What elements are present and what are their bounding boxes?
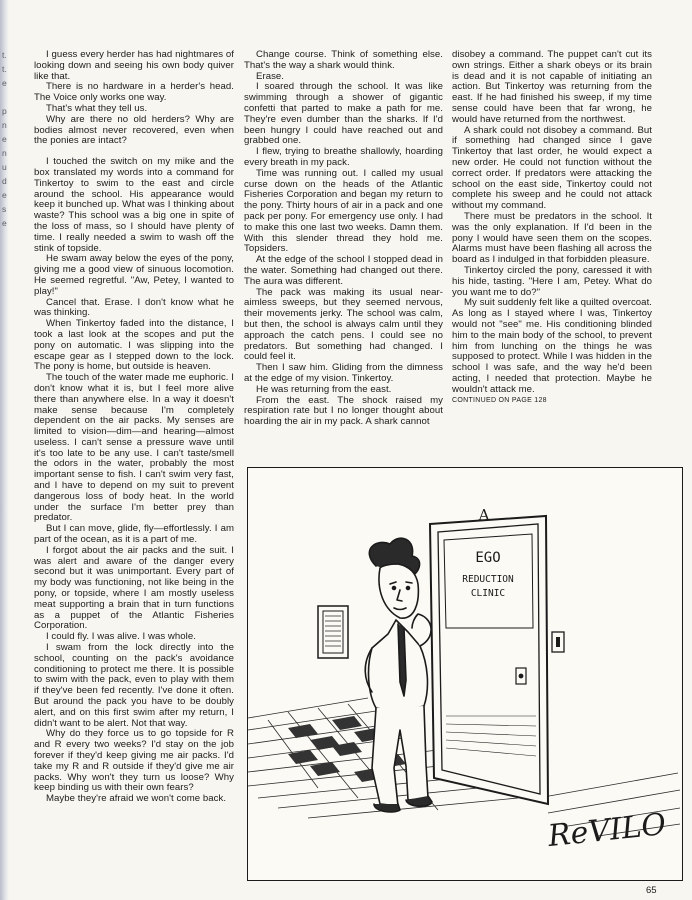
previous-page-bleed-text [2, 48, 14, 230]
paragraph: Time was running out. I called my usual curse down on the heads of the Atlantic Fisheries Corporation and began my return to the pony. Thirty hours of air in a pack and one pack per pony. For emergency use only. I had to make this one last two weeks. Damn them. With this slender thread they hold me. Topsiders. [244, 167, 443, 255]
paragraph: But I can move, glide, fly—effortlessly. I am part of the ocean, as it is a part of me. [34, 523, 234, 546]
text-column-1 [34, 50, 234, 805]
bleed-letter: d [2, 176, 7, 186]
paragraph: My suit suddenly felt like a quilted overcoat. As long as I stayed where I was, Tinkertoy would not "see" me. His conditioning blinded him to the main body of the school, to prevent him from lunching on the things he was supposed to protect. While I was hidden in the school I was safe, and the way he'd been acting, I needed that protection. Maybe he wouldn't attack me. [452, 297, 652, 395]
paragraph: I guess every herder has had nightmares of looking down and seeing his own body quiver like that. [34, 49, 234, 82]
door-sign-line: EGO [475, 550, 501, 566]
paragraph: I forgot about the air packs and the suit. I was alert and aware of the danger every second but it was unimportant. Every part of my body was functioning, not like being in the pony, or topside, where I am mostly useless meat supporting a brain that in turn functions as a puppet of the Atlantic Fisheries Corporation. [34, 544, 234, 632]
bleed-letter: u [2, 162, 7, 172]
bleed-letter: e [2, 190, 7, 200]
paragraph: disobey a command. The puppet can't cut its own strings. Either a shark obeys or its brain is dead and it is not capable of initiating an action. But Tinkertoy was returning from the east. If he had finished his sweep, if my time sense could have been that far wrong, he would have returned from the northwest. [452, 49, 652, 125]
artist-signature: ReVILO [546, 806, 668, 855]
paragraph: When Tinkertoy faded into the distance, I took a last look at the scopes and put the pony on automatic. I was slipping into the escape gear as I stepped down to the lock. The pony is home, but outside is heaven. [34, 318, 234, 373]
paragraph: At the edge of the school I stopped dead in the water. Something had changed out there. The aura was different. [244, 254, 443, 287]
bleed-letter: n [2, 120, 7, 130]
paragraph: I could fly. I was alive. I was whole. [46, 631, 196, 643]
paragraph: He swam away below the eyes of the pony, giving me a good view of sinuous locomotion. He seemed regretful. "Aw, Petey, I wanted to play!" [34, 253, 234, 297]
paragraph: Maybe they're afraid we won't come back. [46, 793, 227, 805]
paragraph: I swam from the lock directly into the school, counting on the pack's avoidance conditioning to protect me there. It is possible to swim with the pack, even to play with them if they've been fed recently. I've done it often. But around the pack you have to be doubly alert, and on this first swim after my return, I didn't want to be alert. Not that way. [34, 642, 234, 729]
bleed-letter: e [2, 218, 7, 228]
paragraph: I soared through the school. It was like swimming through a shower of gigantic confetti that parted to make a path for me. They're even dumber than the sharks. If I'd been hungry I could have reached out and grabbed one. [244, 81, 443, 147]
paragraph: The touch of the water made me euphoric. I don't know what it is, but I feel more alive there than anywhere else. In a way it doesn't make sense because I'm completely dependent on the air packs. My senses are limited to vision—dim—and hearing—almost useless. I can't sense a pressure wave until it's too late to be any use. I can't taste/smell the odors in the water, probably the most important sense to fish. I can't swim very fast, and I have to depend on my suit to prevent dangerous loss of body heat. In the world under the surface I'm better prey than predator. [34, 372, 234, 524]
cartoon-drawing [248, 468, 682, 880]
bleed-letter: t. [2, 64, 7, 74]
door-sign-line: REDUCTION [462, 574, 514, 585]
paragraph: Then I saw him. Gliding from the dimness at the edge of my vision. Tinkertoy. [244, 362, 443, 384]
paragraph: Change course. Think of something else. That's the way a shark would think. [244, 49, 443, 71]
paragraph: Why are there no old herders? Why are bodies almost never recovered, even when the ponies are intact? [34, 113, 234, 147]
paragraph: There must be predators in the school. It was the only explanation. If I'd been in the pony I would have seen them on the scopes. Alarms must have been flashing all across the board as I indulged in that forbidden pleasure. [452, 210, 652, 266]
paragraph: From the east. The shock raised my respiration rate but I no longer thought about hoarding the air in my pack. A shark cannot [244, 394, 443, 428]
door-letter: A [478, 506, 490, 524]
bleed-letter: n [2, 148, 7, 158]
man-figure [365, 538, 432, 812]
bleed-letter: e [2, 78, 7, 88]
paragraph: A shark could not disobey a command. But if something had changed since I gave Tinkertoy that last order, he would expect a new order. He could not function without the correct order. If predators were attacking the school on the east side, Tinkertoy could not complete his sweep and he could not attack without my command. [452, 124, 652, 212]
door-sign-line: CLINIC [470, 588, 506, 599]
paragraph: Why do they force us to go topside for R and R every two weeks? I'd stay on the job forever if they'd keep giving me air packs. I'd take my R and R outside if they'd give me air packs. Why won't they turn us loose? Why keep binding us with their own fears? [34, 728, 234, 794]
continued-note: CONTINUED ON PAGE 128 [452, 396, 547, 404]
text-column-2 [244, 50, 443, 428]
bleed-letter: t. [2, 50, 7, 60]
paragraph: I touched the switch on my mike and the box translated my words into a command for Tinkertoy to swim to the east and circle around the school. His appearance would keep it bunched up. What was I thinking about waste? This school was a big one in spite of the loss of mass, so I should have plenty of time. I really needed a swim to wash off the stink of topside. [34, 156, 234, 254]
cartoon-illustration [247, 467, 683, 881]
paragraph: There is no hardware in a herder's head. The Voice only works one way. [34, 81, 234, 104]
bleed-letter: s [2, 204, 7, 214]
wall-picture [318, 606, 348, 658]
paragraph: That's what they tell us. [46, 102, 148, 114]
paragraph: The pack was making its usual near-aimless sweeps, but they seemed nervous, their movements jerky. The school was calm, but then, the school is always calm until they approach the catch pens. I could see no predators. But something had changed. I could feel it. [244, 286, 443, 363]
paragraph: Erase. [256, 70, 285, 82]
paragraph: He was returning from the east. [256, 383, 392, 395]
paragraph: I flew, trying to breathe shallowly, hoarding every breath in my pack. [244, 146, 443, 168]
light-switch [552, 632, 564, 652]
page-number: 65 [646, 885, 657, 896]
bleed-letter [2, 90, 14, 104]
text-column-3 [452, 50, 652, 406]
bleed-letter: p [2, 106, 7, 116]
paragraph: Tinkertoy circled the pony, caressed it with his hide, tasting. "Here I am, Petey. What do you want me to do?" [452, 264, 652, 298]
paragraph: Cancel that. Erase. I don't know what he was thinking. [34, 296, 234, 319]
bleed-letter: e [2, 134, 7, 144]
